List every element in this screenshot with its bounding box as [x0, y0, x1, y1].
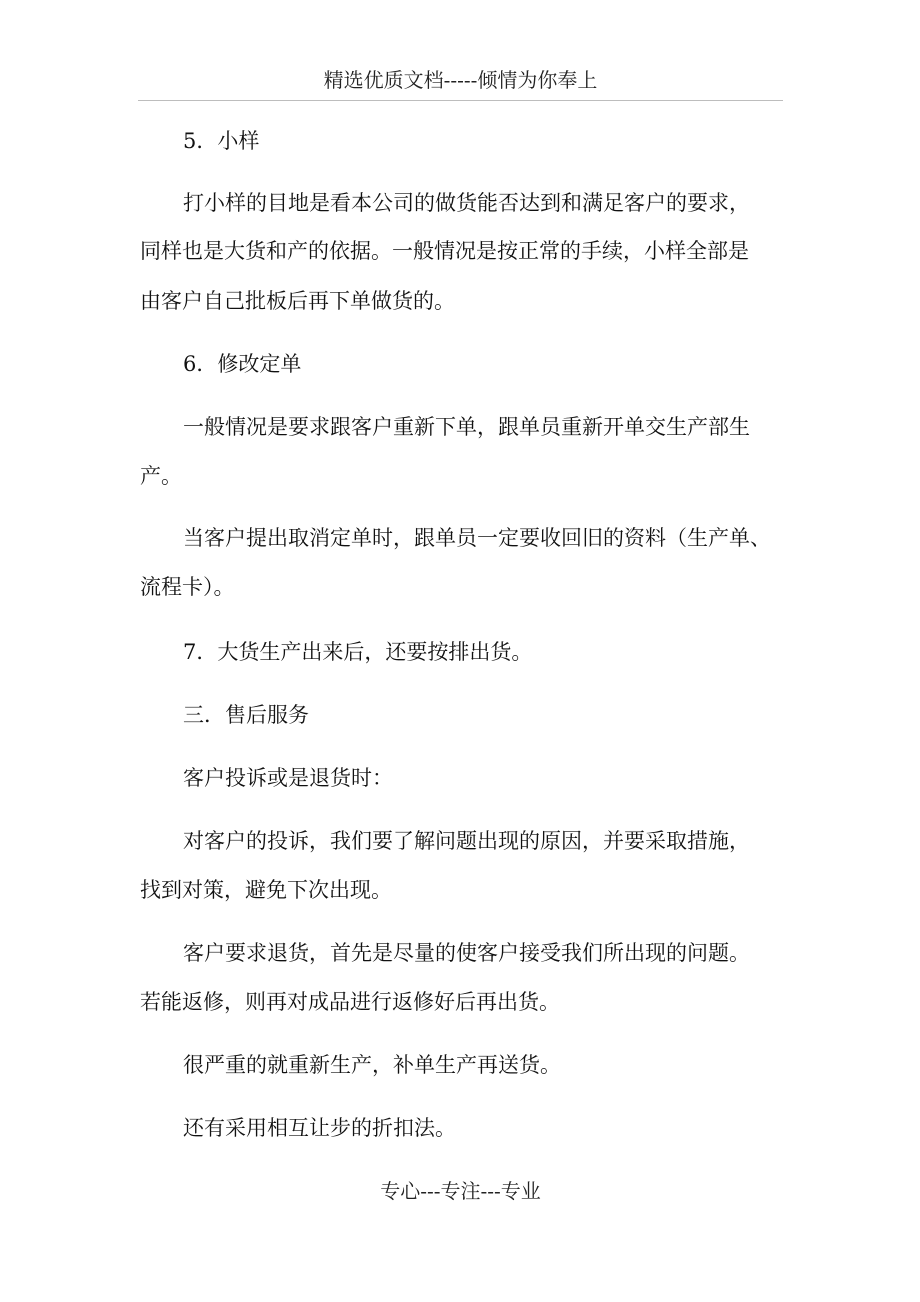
paragraph-line: 同样也是大货和产的依据。一般情况是按正常的手续，小样全部是 — [140, 239, 749, 263]
paragraph-line: 客户投诉或是退货时： — [183, 766, 393, 790]
paragraph-line: 打小样的目地是看本公司的做货能否达到和满足客户的要求， — [183, 191, 750, 215]
section-heading-after-sales: 三．售后服务 — [183, 703, 309, 727]
section-heading-6: 6．修改定单 — [183, 352, 302, 376]
section-heading-5: 5．小样 — [183, 129, 260, 153]
paragraph-line: 对客户的投诉，我们要了解问题出现的原因，并要采取措施， — [183, 829, 750, 853]
paragraph-line: 产。 — [140, 464, 182, 488]
paragraph-line: 一般情况是要求跟客户重新下单，跟单员重新开单交生产部生 — [183, 415, 750, 439]
paragraph-line: 客户要求退货，首先是尽量的使客户接受我们所出现的问题。 — [183, 941, 750, 965]
paragraph-line: 找到对策，避免下次出现。 — [140, 878, 392, 902]
paragraph-line: 由客户自己批板后再下单做货的。 — [140, 289, 455, 313]
paragraph-line: 很严重的就重新生产，补单生产再送货。 — [183, 1053, 561, 1077]
paragraph-line: 还有采用相互让步的折扣法。 — [183, 1116, 456, 1140]
paragraph-line: 流程卡）。 — [140, 575, 235, 599]
section-heading-7: 7．大货生产出来后，还要按排出货。 — [183, 640, 533, 664]
page-header: 精选优质文档-----倾情为你奉上 — [138, 66, 783, 101]
paragraph-line: 当客户提出取消定单时，跟单员一定要收回旧的资料（生产单、 — [183, 526, 771, 550]
page-footer: 专心---专注---专业 — [380, 1179, 541, 1203]
paragraph-line: 若能返修，则再对成品进行返修好后再出货。 — [140, 990, 560, 1014]
